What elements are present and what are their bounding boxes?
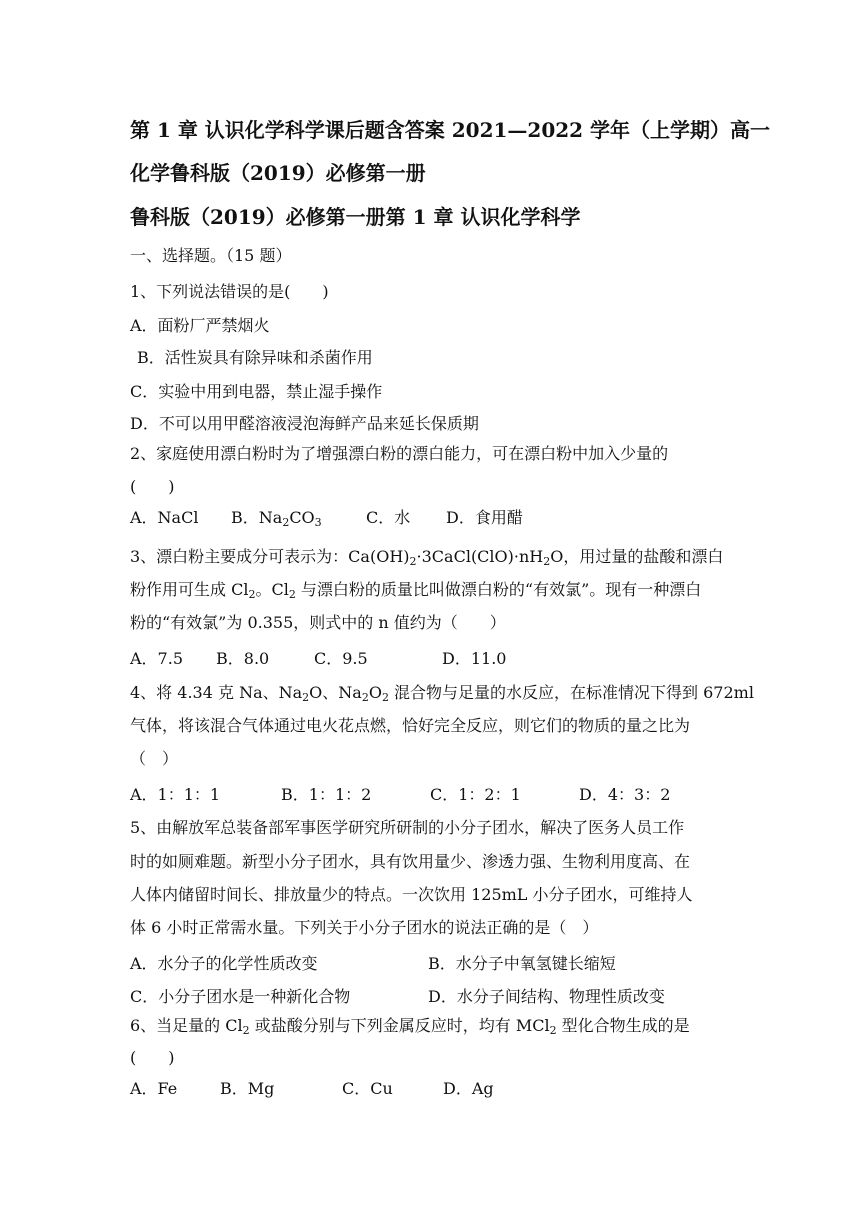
q6-line-1: 6、当足量的 $Cl_2$ 或盐酸分别与下列金属反应时，均有 MCl$_2$ 型化合物生成的是 — [130, 1016, 690, 1037]
q4-line-2: 气体，将该混合气体通过电火花点燃，恰好完全反应，则它们的物质的量之比为 — [130, 716, 691, 735]
q6-stem-bracket: ( ) — [130, 1048, 175, 1067]
q4-option-b: B．1：1：2 — [281, 785, 372, 804]
q2-option-d: D．食用醋 — [446, 508, 523, 527]
q2-stem: 2、家庭使用漂白粉时为了增强漂白粉的漂白能力，可在漂白粉中加入少量的 — [130, 444, 669, 463]
q5-line-2: 时的如厕难题。新型小分子团水，具有饮用量少、渗透力强、生物利用度高、在 — [130, 852, 691, 871]
q1-option-b: B．活性炭具有除异味和杀菌作用 — [137, 348, 373, 367]
q6-option-a: A．Fe — [130, 1079, 178, 1098]
q5-line-4: 体 6 小时正常需水量。下列关于小分子团水的说法正确的是（ ） — [130, 918, 599, 937]
q5-line-1: 5、由解放军总装备部军事医学研究所研制的小分子团水，解决了医务人员工作 — [130, 818, 685, 837]
q3-option-d: D．11.0 — [442, 649, 507, 668]
q5-option-c: C．小分子团水是一种新化合物 — [130, 987, 351, 1006]
q3-line-1: 3、漂白粉主要成分可表示为：$Ca(OH)_2\cdot 3CaCl(ClO)\cdot nH_2O$，用过量的盐酸和漂白 — [130, 547, 724, 568]
q4-line-3: （ ） — [130, 749, 179, 768]
q2-option-b: B．$Na_2CO_3$ — [231, 508, 322, 529]
q3-option-b: B．8.0 — [216, 649, 270, 668]
q2-option-a: A．NaCl — [130, 508, 199, 527]
q3-line-2: 粉作用可生成 $Cl_2$。$Cl_2$ 与漂白粉的质量比叫做漂白粉的“有效氯”。现有一种漂白 — [130, 580, 702, 601]
document-title-line-1: 第 1 章 认识化学科学课后题含答案 2021—2022 学年（上学期）高一 — [130, 118, 771, 142]
q6-option-b: B．Mg — [220, 1079, 275, 1098]
q2-option-c: C．水 — [366, 508, 411, 527]
q1-stem: 1、下列说法错误的是( ) — [130, 282, 329, 301]
q4-line-1: 4、将 4.34 克 Na、$Na_2O$、$Na_2O_2$ 混合物与足量的水反应，在标准情况下得到 672ml — [130, 683, 754, 704]
q6-option-c: C．Cu — [342, 1079, 393, 1098]
q4-option-d: D．4：3：2 — [579, 785, 671, 804]
q6-option-d: D．Ag — [443, 1079, 494, 1098]
q1-option-c: C．实验中用到电器，禁止湿手操作 — [130, 382, 383, 401]
q5-line-3: 人体内储留时间长、排放量少的特点。一次饮用 125mL 小分子团水，可维持人 — [130, 885, 693, 904]
q3-option-a: A．7.5 — [130, 649, 184, 668]
q4-option-c: C．1：2：1 — [430, 785, 521, 804]
q2-stem-bracket: ( ) — [130, 477, 175, 496]
q5-option-a: A．水分子的化学性质改变 — [130, 954, 318, 973]
q5-option-b: B．水分子中氧氢键长缩短 — [428, 954, 616, 973]
section-heading: 一、选择题。（15 题） — [130, 246, 292, 265]
q1-option-d: D．不可以用甲醛溶液浸泡海鲜产品来延长保质期 — [130, 414, 479, 433]
q4-option-a: A．1：1：1 — [130, 785, 221, 804]
q3-line-3: 粉的“有效氯”为 0.355，则式中的 n 值约为（ ） — [130, 613, 506, 632]
document-title-line-2: 化学鲁科版（2019）必修第一册 — [130, 161, 426, 185]
q1-option-a: A．面粉厂严禁烟火 — [130, 316, 270, 335]
q5-option-d: D．水分子间结构、物理性质改变 — [428, 987, 665, 1006]
document-subtitle: 鲁科版（2019）必修第一册第 1 章 认识化学科学 — [130, 205, 581, 229]
q3-option-c: C．9.5 — [314, 649, 368, 668]
